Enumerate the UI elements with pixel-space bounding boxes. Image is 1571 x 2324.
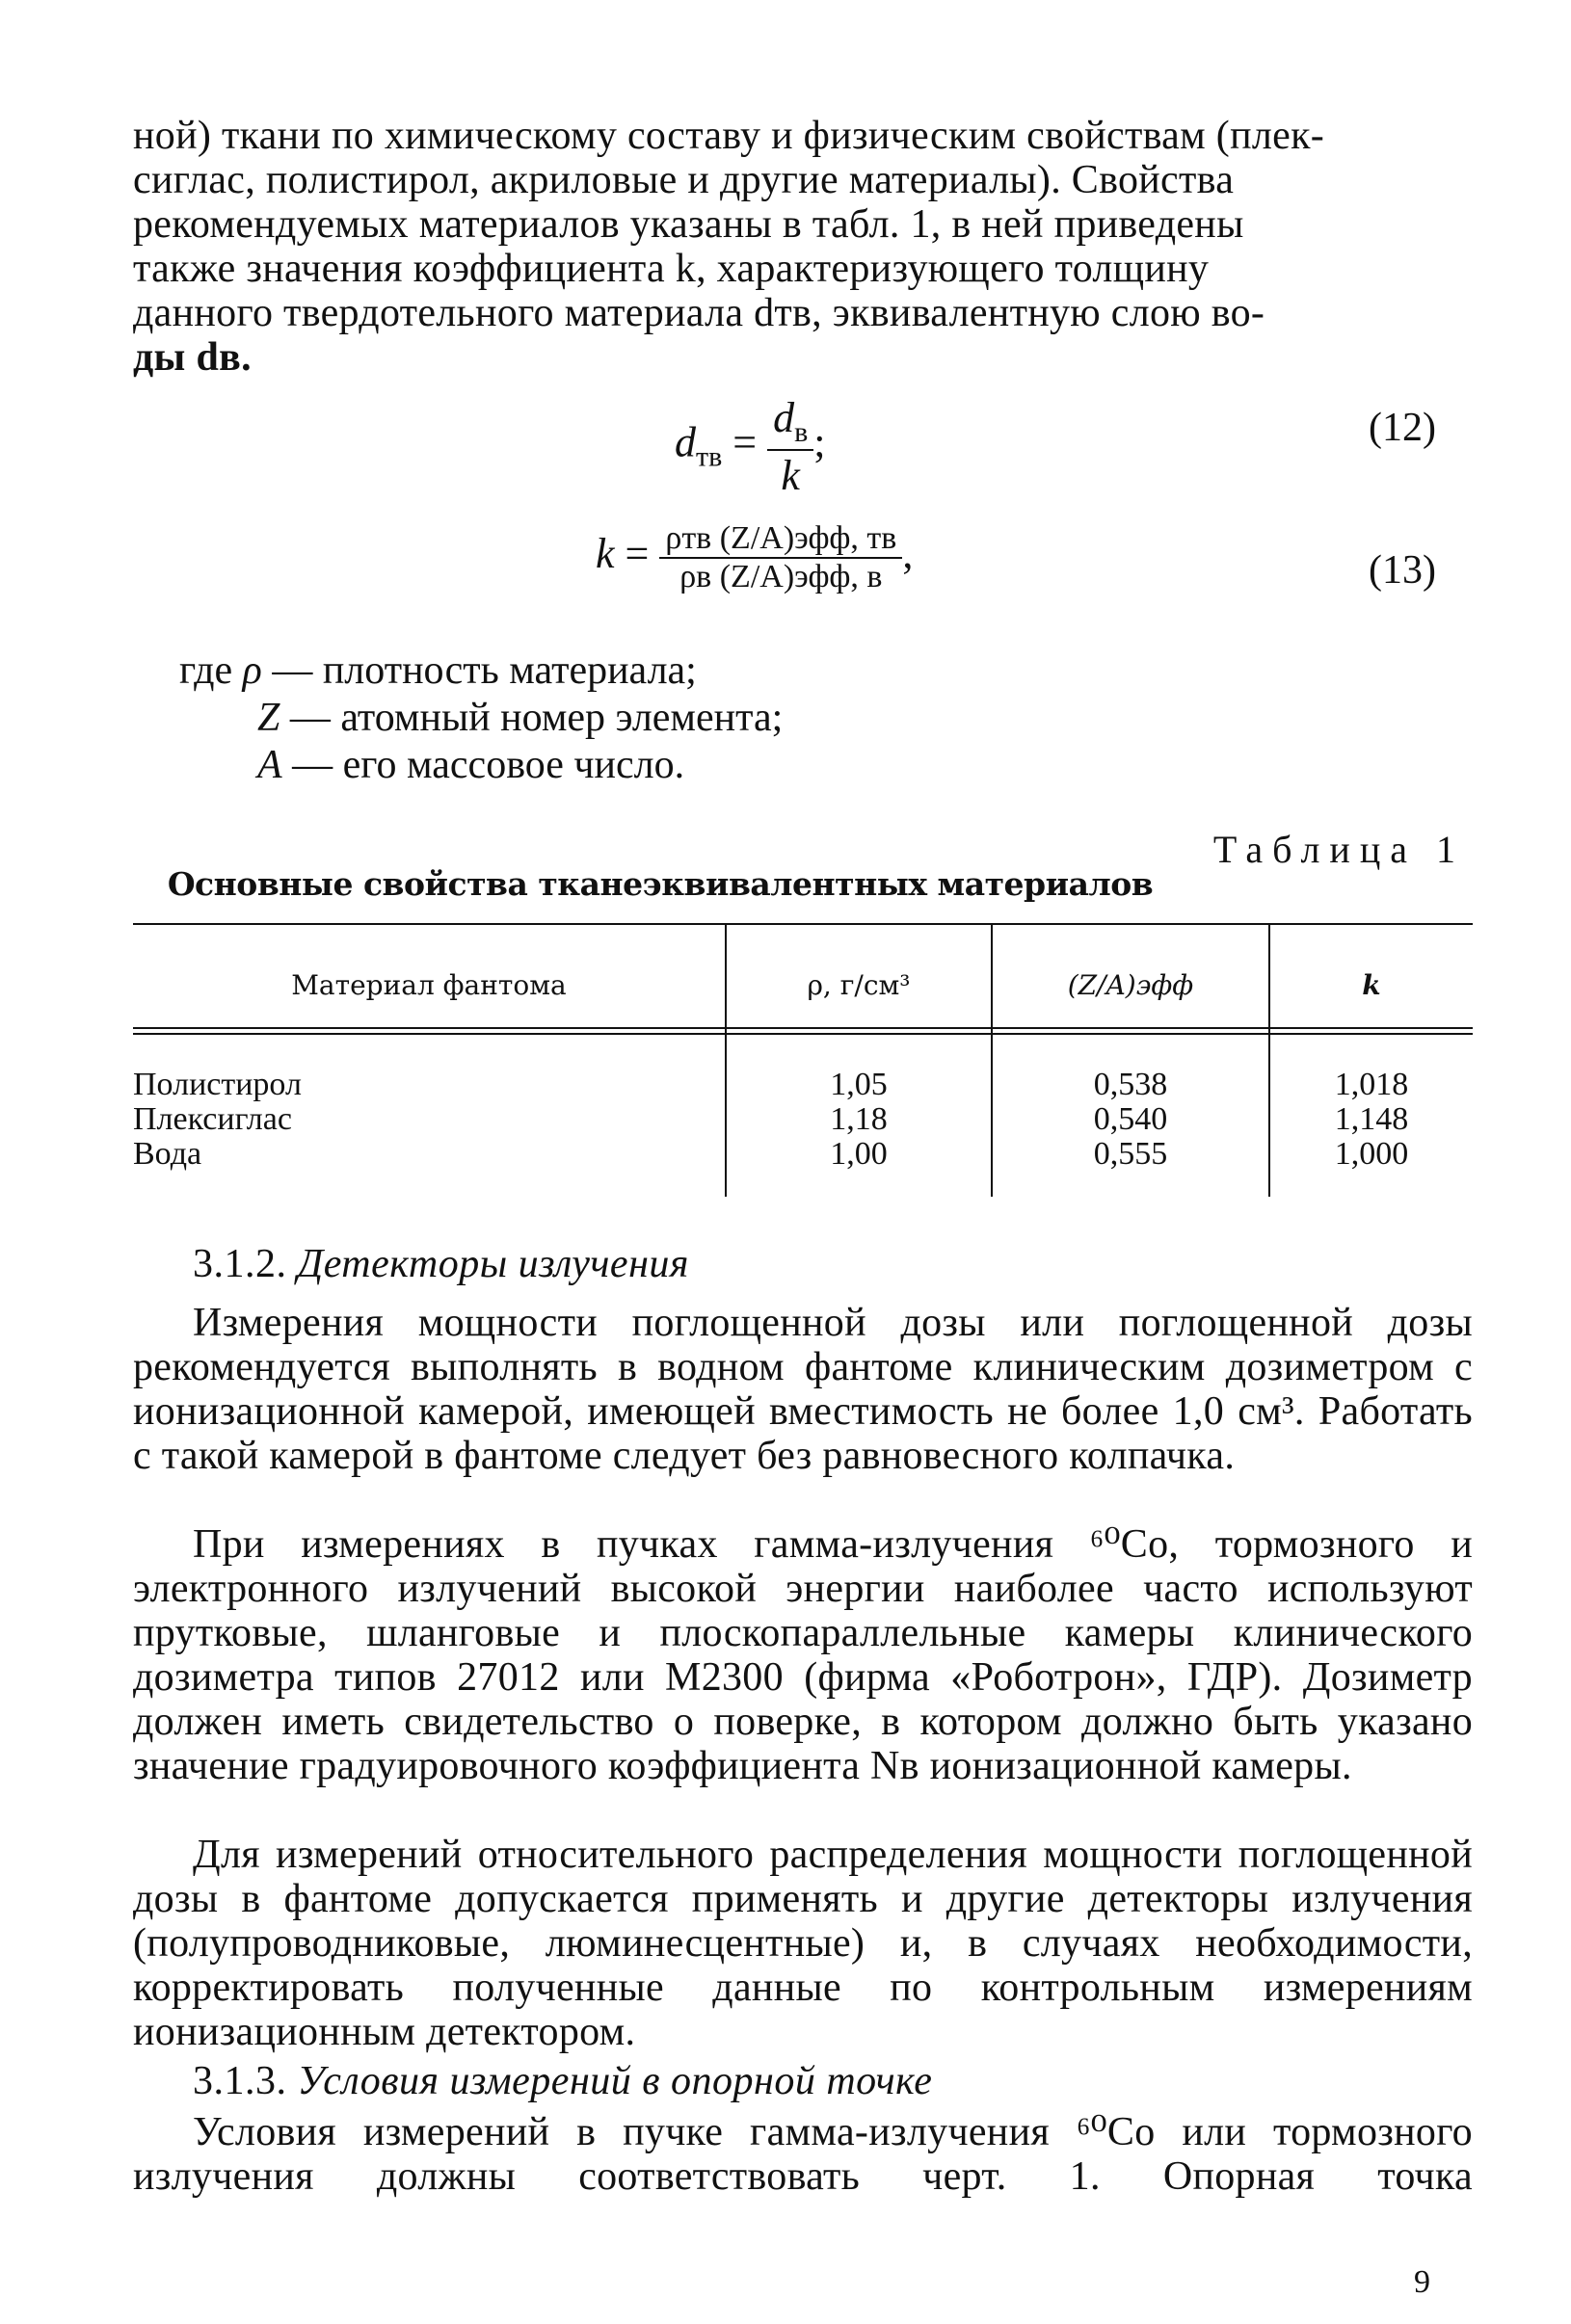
equation-number-12: (12) xyxy=(1369,406,1436,450)
eq12-lhs-sub: тв xyxy=(696,440,723,473)
table-cell: 1,000 xyxy=(1334,1136,1409,1172)
eq13-numerator: ρтв (Z/A)эфф, тв xyxy=(659,520,902,559)
equation-number-13: (13) xyxy=(1369,548,1436,593)
definition-row xyxy=(179,647,783,695)
definition-prefix: где xyxy=(179,648,233,693)
table-cell: 1,148 xyxy=(1334,1101,1409,1137)
text-line: ной) ткани по химическому составу и физическим свойствам (плек- xyxy=(133,114,1325,158)
table-title: Основные свойства тканеэквивалентных материалов xyxy=(167,865,1154,903)
eq13-lhs: k xyxy=(596,530,615,578)
eq12-tail: ; xyxy=(813,418,826,466)
text-line: данного твердотельного материала dтв, эквивалентную слою во- xyxy=(133,291,1265,335)
section-title: Условия измерений в опорной точке xyxy=(297,2059,933,2103)
table-cell: 1,00 xyxy=(830,1136,888,1172)
definition-row xyxy=(179,695,783,742)
text-line: также значения коэффициента k, характеризующего толщину xyxy=(133,247,1210,291)
table-cell: Полистирол xyxy=(133,1067,302,1102)
table-cell: 0,540 xyxy=(1093,1101,1168,1137)
table-cell: 1,05 xyxy=(830,1067,888,1102)
definition-text: — плотность материала; xyxy=(272,648,697,693)
text-line: рекомендуемых материалов указаны в табл. 1, в ней приведены xyxy=(133,202,1244,247)
definition-symbol: ρ xyxy=(242,648,262,693)
table-cell: Плексиглас xyxy=(133,1101,292,1137)
eq12-lhs: d xyxy=(675,418,696,466)
eq12-denominator: k xyxy=(781,451,800,499)
equation-12: $d_{тв}$ = $\frac{d_в}{k}$ ; xyxy=(675,394,826,499)
eq12-fraction xyxy=(767,393,813,500)
text-line: ды dв. xyxy=(133,335,252,380)
text-line: сиглас, полистирол, акриловые и другие материалы). Свойства xyxy=(133,158,1235,202)
eq12-numerator-sub: в xyxy=(794,415,809,448)
table-rule-top xyxy=(133,923,1473,925)
table-cell: 1,018 xyxy=(1334,1067,1409,1102)
table-header-k: k xyxy=(1362,969,1381,1001)
section-heading-312 xyxy=(193,1241,689,1287)
properties-table xyxy=(133,915,1473,1197)
table-cell: 1,18 xyxy=(830,1101,888,1137)
definition-row xyxy=(179,742,783,789)
table-cell: Вода xyxy=(133,1136,202,1172)
table-rule-header-1 xyxy=(133,1027,1473,1029)
table-header-density: ρ, г/см³ xyxy=(807,969,911,1001)
section-heading-313 xyxy=(193,2058,932,2104)
table-cell: 0,555 xyxy=(1093,1136,1168,1172)
table-label: Таблица 1 xyxy=(1212,828,1465,871)
variable-definitions xyxy=(179,647,783,789)
page-number: 9 xyxy=(1414,2264,1430,2300)
definition-symbol: A xyxy=(257,743,282,787)
section-title: Детекторы излучения xyxy=(297,1242,689,1286)
paragraph-detectors-2: При измерениях в пучках гамма-излучения ⁶⁰Со, тормозного и электронного излучений высокой энергии наиболее часто используют прутковые, шланговые и плоскопараллельные камеры клинического дозиметра типов 27012 или М2300 (фирма «Роботрон», ГДР). Дозиметр должен иметь свидетельство о поверке, в котором должно быть указано значение градуировочного коэффициента Nв ионизационной камеры. xyxy=(133,1522,1473,1788)
eq13-fraction xyxy=(659,520,902,595)
eq13-denominator: ρв (Z/A)эфф, в xyxy=(679,559,883,594)
eq12-numerator: d xyxy=(773,394,795,441)
paragraph-detectors-1: Измерения мощности поглощенной дозы или поглощенной дозы рекомендуется выполнять в водном фантоме клиническим дозиметром с ионизационной камерой, имеющей вместимость не более 1,0 см³. Работать с такой камерой в фантоме следует без равновесного колпачка. xyxy=(133,1301,1473,1478)
eq13-tail: , xyxy=(902,530,914,578)
table-cell: 0,538 xyxy=(1093,1067,1168,1102)
definition-text: — атомный номер элемента; xyxy=(289,696,784,740)
table-rule-header-2 xyxy=(133,1033,1473,1035)
section-number: 3.1.2. xyxy=(193,1242,287,1286)
section-number: 3.1.3. xyxy=(193,2059,287,2103)
definition-symbol: Z xyxy=(257,696,280,740)
paragraph-detectors-3: Для измерений относительного распределения мощности поглощенной дозы в фантоме допускается применять и другие детекторы излучения (полупроводниковые, люминесцентные) и, в случаях необходимости, корректировать полученные данные по контрольным измерениям ионизационным детектором. xyxy=(133,1833,1473,2054)
table-header-za: (Z/A)эфф xyxy=(1067,969,1194,1001)
equation-13: k = $\frac{\text{ρтв (Z/A)эфф, тв}}{\text{ρв (Z/A)эфф, в}}$ , xyxy=(596,520,914,594)
paragraph-conditions: Условия измерений в пучке гамма-излучения ⁶⁰Со или тормозного излучения должны соответствовать черт. 1. Опорная точка xyxy=(133,2110,1473,2199)
table-header-material: Материал фантома xyxy=(291,969,567,1001)
definition-text: — его массовое число. xyxy=(292,743,685,787)
